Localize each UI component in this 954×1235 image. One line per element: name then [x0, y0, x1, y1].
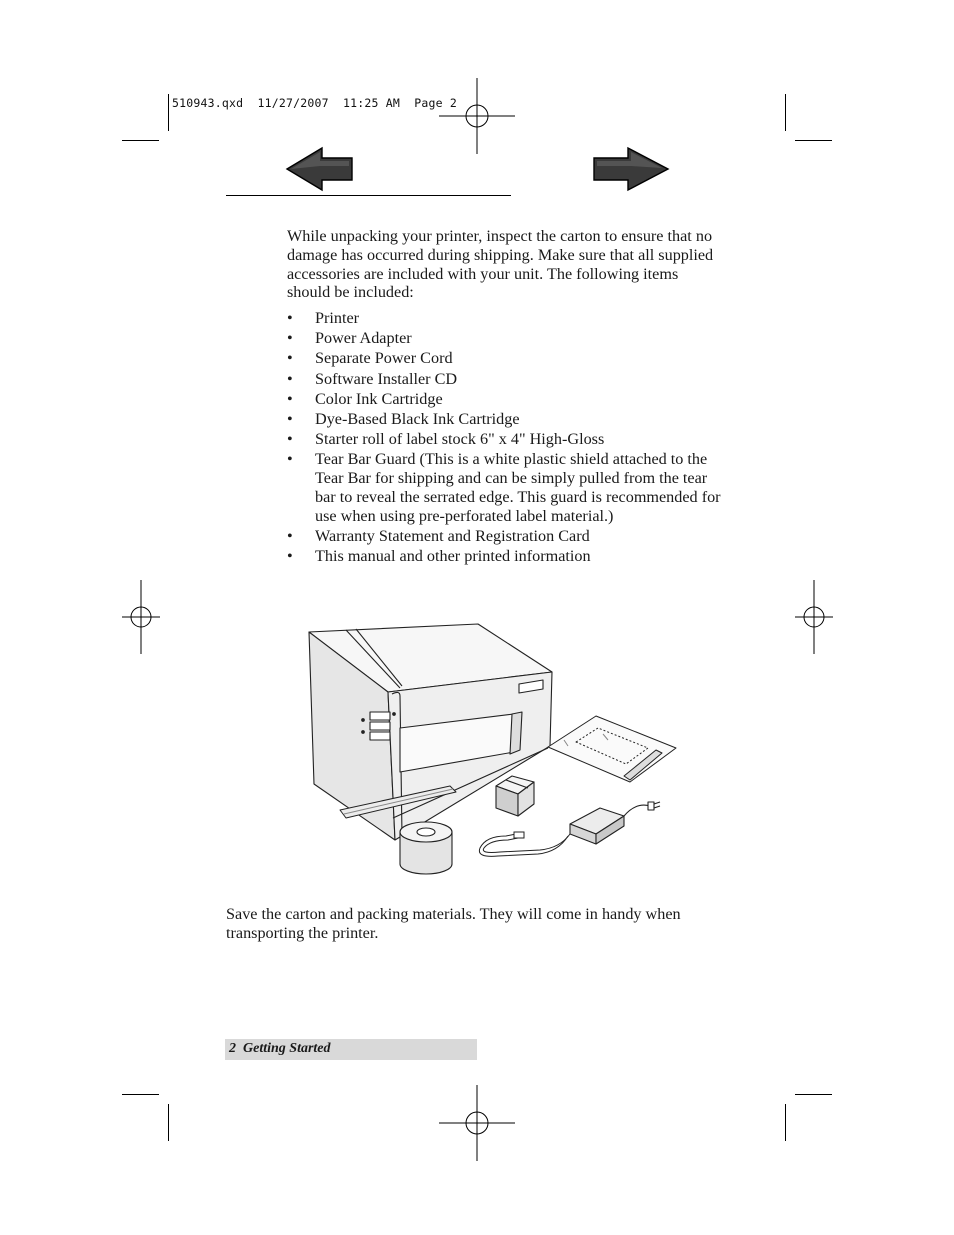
- registration-mark: [439, 1085, 515, 1161]
- list-item: [287, 329, 727, 348]
- bullet-icon: •: [287, 450, 293, 469]
- registration-mark: [122, 580, 160, 654]
- bullet-icon: •: [287, 547, 293, 566]
- bullet-icon: •: [287, 526, 293, 545]
- list-item: [287, 547, 727, 566]
- included-items-list: [287, 309, 727, 567]
- crop-mark: [122, 1094, 159, 1095]
- item-label: Color Ink Cartridge: [315, 389, 443, 408]
- crop-mark: [168, 94, 169, 131]
- left-arrow-icon[interactable]: [282, 146, 356, 192]
- item-label: Printer: [315, 309, 360, 327]
- item-label: Separate Power Cord: [315, 349, 453, 368]
- closing-paragraph: Save the carton and packing materials. They will come in handy when transporting the printer.: [226, 905, 681, 942]
- intro-paragraph: While unpacking your printer, inspect the carton to ensure that no damage has occurred during shipping. Make sure that all supplied accessories are included with your unit. The following items should be included:: [287, 227, 714, 302]
- label-roll-icon: [400, 822, 452, 874]
- item-label: Power Adapter: [315, 329, 412, 348]
- printer-contents-illustration: [300, 612, 690, 882]
- crop-mark: [785, 1104, 786, 1141]
- item-label: This manual and other printed information: [315, 547, 591, 566]
- item-label: Software Installer CD: [315, 369, 458, 388]
- item-label: Warranty Statement and Registration Card: [315, 526, 590, 545]
- item-label: Starter roll of label stock 6" x 4" High-Gloss: [315, 430, 605, 449]
- item-label: Dye-Based Black Ink Cartridge: [315, 409, 520, 428]
- bullet-icon: •: [287, 389, 293, 408]
- list-item: [287, 390, 727, 409]
- page-number: 2: [229, 1041, 236, 1056]
- list-item: [287, 309, 727, 328]
- crop-mark: [122, 140, 159, 141]
- warranty-card-icon: [548, 716, 676, 782]
- bullet-icon: •: [287, 309, 293, 327]
- bullet-icon: •: [287, 329, 293, 348]
- section-title: Getting Started: [243, 1041, 331, 1056]
- footer-label: [229, 1041, 331, 1057]
- header-rule: [226, 195, 511, 196]
- registration-mark: [795, 580, 833, 654]
- right-arrow-icon[interactable]: [592, 146, 672, 192]
- list-item: [287, 527, 727, 546]
- file-slug: 510943.qxd 11/27/2007 11:25 AM Page 2: [172, 96, 457, 110]
- bullet-icon: •: [287, 409, 293, 428]
- list-item: [287, 349, 727, 368]
- power-cord-icon: [479, 832, 570, 856]
- ink-cartridge-icon: [496, 776, 534, 816]
- crop-mark: [795, 140, 832, 141]
- list-item: [287, 410, 727, 429]
- list-item: [287, 370, 727, 389]
- page-footer: [225, 1039, 477, 1060]
- bullet-icon: •: [287, 349, 293, 368]
- registration-mark: [439, 78, 515, 154]
- crop-mark: [785, 94, 786, 131]
- item-label: Tear Bar Guard (This is a white plastic shield attached to the Tear Bar for shipping and can be simply pulled from the tear bar to reveal the serrated edge. This guard is recommended for use when using pre-perforated label material.): [315, 450, 721, 525]
- list-item: [287, 450, 727, 525]
- bullet-icon: •: [287, 430, 293, 449]
- list-item: [287, 430, 727, 449]
- crop-mark: [795, 1094, 832, 1095]
- crop-mark: [168, 1104, 169, 1141]
- bullet-icon: •: [287, 369, 293, 388]
- power-adapter-icon: [570, 802, 660, 844]
